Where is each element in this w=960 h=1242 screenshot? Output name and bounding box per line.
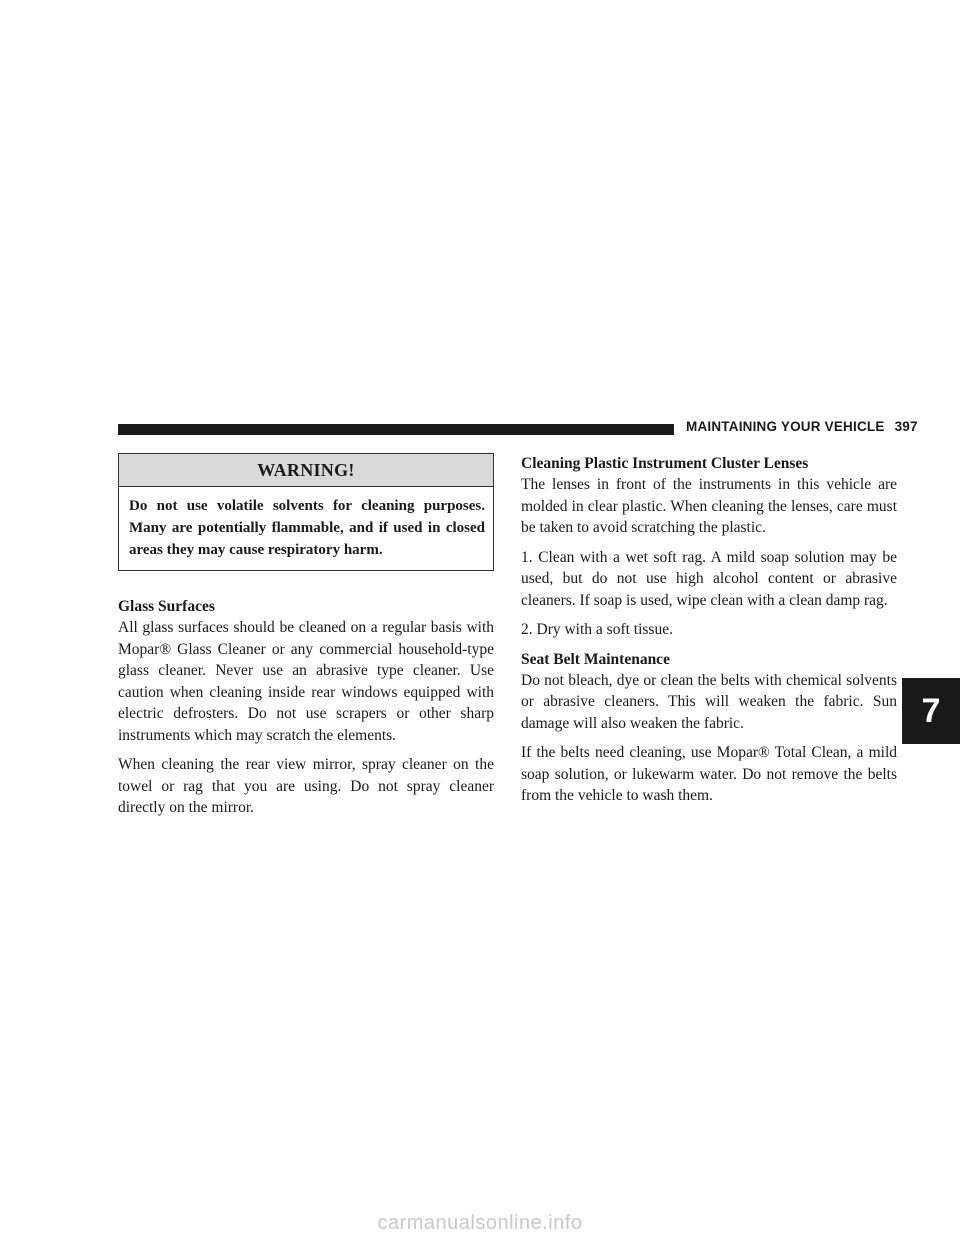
paragraph: All glass surfaces should be cleaned on a regular basis with Mopar® Glass Cleaner or any commercial household-type glass cleaner. Never use an abrasive type cleaner. Use caution when cleaning inside rear windows equipped with electric defrosters. Do not use scrapers or other sharp instruments which may scratch the elements. — [118, 619, 494, 744]
paragraph-step-1: 1. Clean with a wet soft rag. A mild soap solution may be used, but do not use high alcohol content or abrasive cleaners. If soap is used, wipe clean with a clean damp rag. — [521, 548, 897, 609]
chapter-tab: 7 — [902, 678, 960, 744]
warning-title: WARNING! — [119, 454, 493, 487]
left-column — [118, 453, 494, 819]
watermark: carmanualsonline.info — [377, 1212, 583, 1234]
header-rule — [118, 424, 674, 435]
heading-glass-surfaces: Glass Surfaces — [118, 598, 215, 615]
warning-text: Do not use volatile solvents for cleaning purposes. Many are potentially flammable, and if used in closed areas they may cause respiratory harm. — [129, 498, 485, 558]
heading-cleaning-lenses: Cleaning Plastic Instrument Cluster Lenses — [521, 455, 809, 472]
heading-seat-belt-maintenance: Seat Belt Maintenance — [521, 650, 670, 668]
paragraph: When cleaning the rear view mirror, spray cleaner on the towel or rag that you are using. Do not spray cleaner directly on the mirror. — [118, 756, 494, 816]
paragraph-step-2: 2. Dry with a soft tissue. — [521, 621, 673, 638]
paragraph: Do not bleach, dye or clean the belts with chemical solvents or abrasive cleaners. This will weaken the fabric. Sun damage will also weaken the fabric. — [521, 671, 897, 732]
paragraph: If the belts need cleaning, use Mopar® Total Clean, a mild soap solution, or lukewarm water. Do not remove the belts from the vehicle to wash them. — [521, 744, 897, 804]
section-title: MAINTAINING YOUR VEHICLE — [686, 419, 885, 434]
warning-box — [118, 453, 494, 571]
right-column — [521, 453, 897, 807]
paragraph: The lenses in front of the instruments in this vehicle are molded in clear plastic. When cleaning the lenses, care must be taken to avoid scratching the plastic. — [521, 476, 897, 536]
page-number: 397 — [894, 419, 918, 434]
running-head — [686, 419, 918, 434]
